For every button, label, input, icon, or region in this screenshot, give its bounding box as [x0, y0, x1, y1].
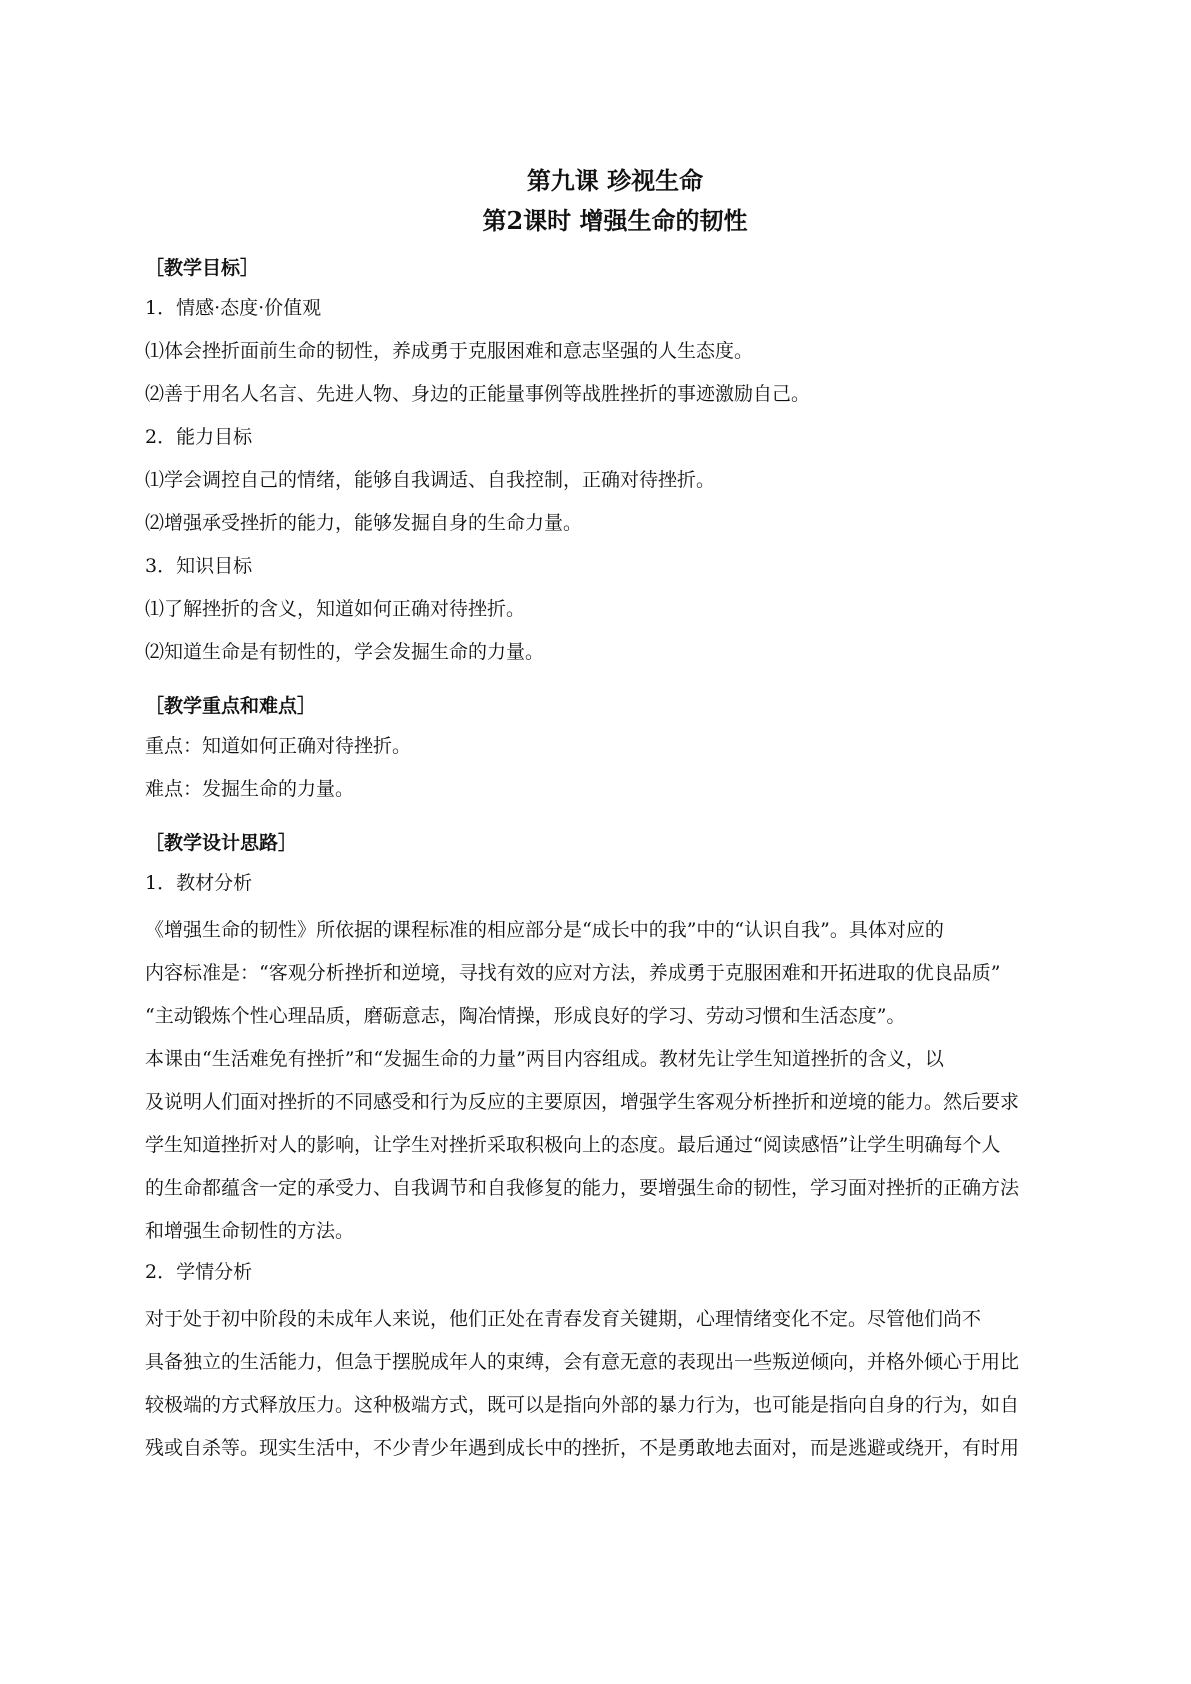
paragraph-line: 具备独立的生活能力，但急于摆脱成年人的束缚，会有意无意的表现出一些叛逆倾向，并格外倾心于用比	[145, 1351, 1020, 1373]
paragraph-line: 对于处于初中阶段的未成年人来说，他们正处在青春发育关键期，心理情绪变化不定。尽管他们尚不	[145, 1308, 982, 1330]
paragraph-line: 《增强生命的韧性》所依据的课程标准的相应部分是“成长中的我”中的“认识自我”。具体对应的	[145, 919, 944, 941]
objective-line: 1．情感·态度·价值观	[145, 297, 322, 319]
lesson-subtitle: 第2课时 增强生命的韧性	[482, 206, 748, 235]
objective-line: ⑴体会挫折面前生命的韧性，养成勇于克服困难和意志坚强的人生态度。	[145, 340, 754, 362]
paragraph-line: “主动锻炼个性心理品质，磨砺意志，陶冶情操，形成良好的学习、劳动习惯和生活态度”。	[145, 1005, 906, 1027]
section-design	[145, 828, 1085, 1470]
objectives-heading: ［教学目标］	[145, 257, 260, 279]
paragraph-line: 和增强生命韧性的方法。	[145, 1220, 355, 1242]
paragraph-line: 残或自杀等。现实生活中，不少青少年遇到成长中的挫折，不是勇敢地去面对，而是逃避或绕开，有时用	[145, 1437, 1020, 1459]
document-content	[145, 165, 1085, 1470]
paragraph-student-analysis	[145, 1298, 1085, 1470]
key-point-line: 难点：发掘生命的力量。	[145, 778, 355, 800]
key-points-heading: ［教学重点和难点］	[145, 695, 317, 717]
paragraph-line: 学生知道挫折对人的影响，让学生对挫折采取积极向上的态度。最后通过“阅读感悟”让学生明确每个人	[145, 1134, 1001, 1156]
paragraph-line: 较极端的方式释放压力。这种极端方式，既可以是指向外部的暴力行为，也可能是指向自身的行为，如自	[145, 1394, 1020, 1416]
objective-line: 3．知识目标	[145, 555, 253, 577]
section-key-points	[145, 691, 1085, 806]
design-heading: ［教学设计思路］	[145, 832, 298, 854]
paragraph-line: 内容标准是：“客观分析挫折和逆境，寻找有效的应对方法，养成勇于克服困难和开拓进取的优良品质”	[145, 962, 1001, 984]
objective-line: 2．能力目标	[145, 426, 253, 448]
objective-line: ⑵知道生命是有韧性的，学会发掘生命的力量。	[145, 641, 545, 663]
lesson-title: 第九课 珍视生命	[526, 166, 704, 195]
objective-line: ⑴学会调控自己的情绪，能够自我调适、自我控制，正确对待挫折。	[145, 469, 716, 491]
paragraph-line: 及说明人们面对挫折的不同感受和行为反应的主要原因，增强学生客观分析挫折和逆境的能力。然后要求	[145, 1091, 1020, 1113]
objective-line: ⑴了解挫折的含义，知道如何正确对待挫折。	[145, 598, 526, 620]
paragraph-line: 本课由“生活难免有挫折”和“发掘生命的力量”两目内容组成。教材先让学生知道挫折的含义，以	[145, 1048, 944, 1070]
key-point-line: 重点：知道如何正确对待挫折。	[145, 735, 412, 757]
objective-line: ⑵增强承受挫折的能力，能够发掘自身的生命力量。	[145, 512, 583, 534]
objective-line: ⑵善于用名人名言、先进人物、身边的正能量事例等战胜挫折的事迹激励自己。	[145, 383, 811, 405]
design-subheading: 1．教材分析	[145, 872, 253, 894]
paragraph-textbook-analysis	[145, 909, 1085, 1038]
paragraph-lesson-structure	[145, 1038, 1085, 1253]
paragraph-line: 的生命都蕴含一定的承受力、自我调节和自我修复的能力，要增强生命的韧性，学习面对挫折的正确方法	[145, 1177, 1020, 1199]
section-objectives	[145, 253, 1085, 669]
design-subheading: 2．学情分析	[145, 1261, 253, 1283]
